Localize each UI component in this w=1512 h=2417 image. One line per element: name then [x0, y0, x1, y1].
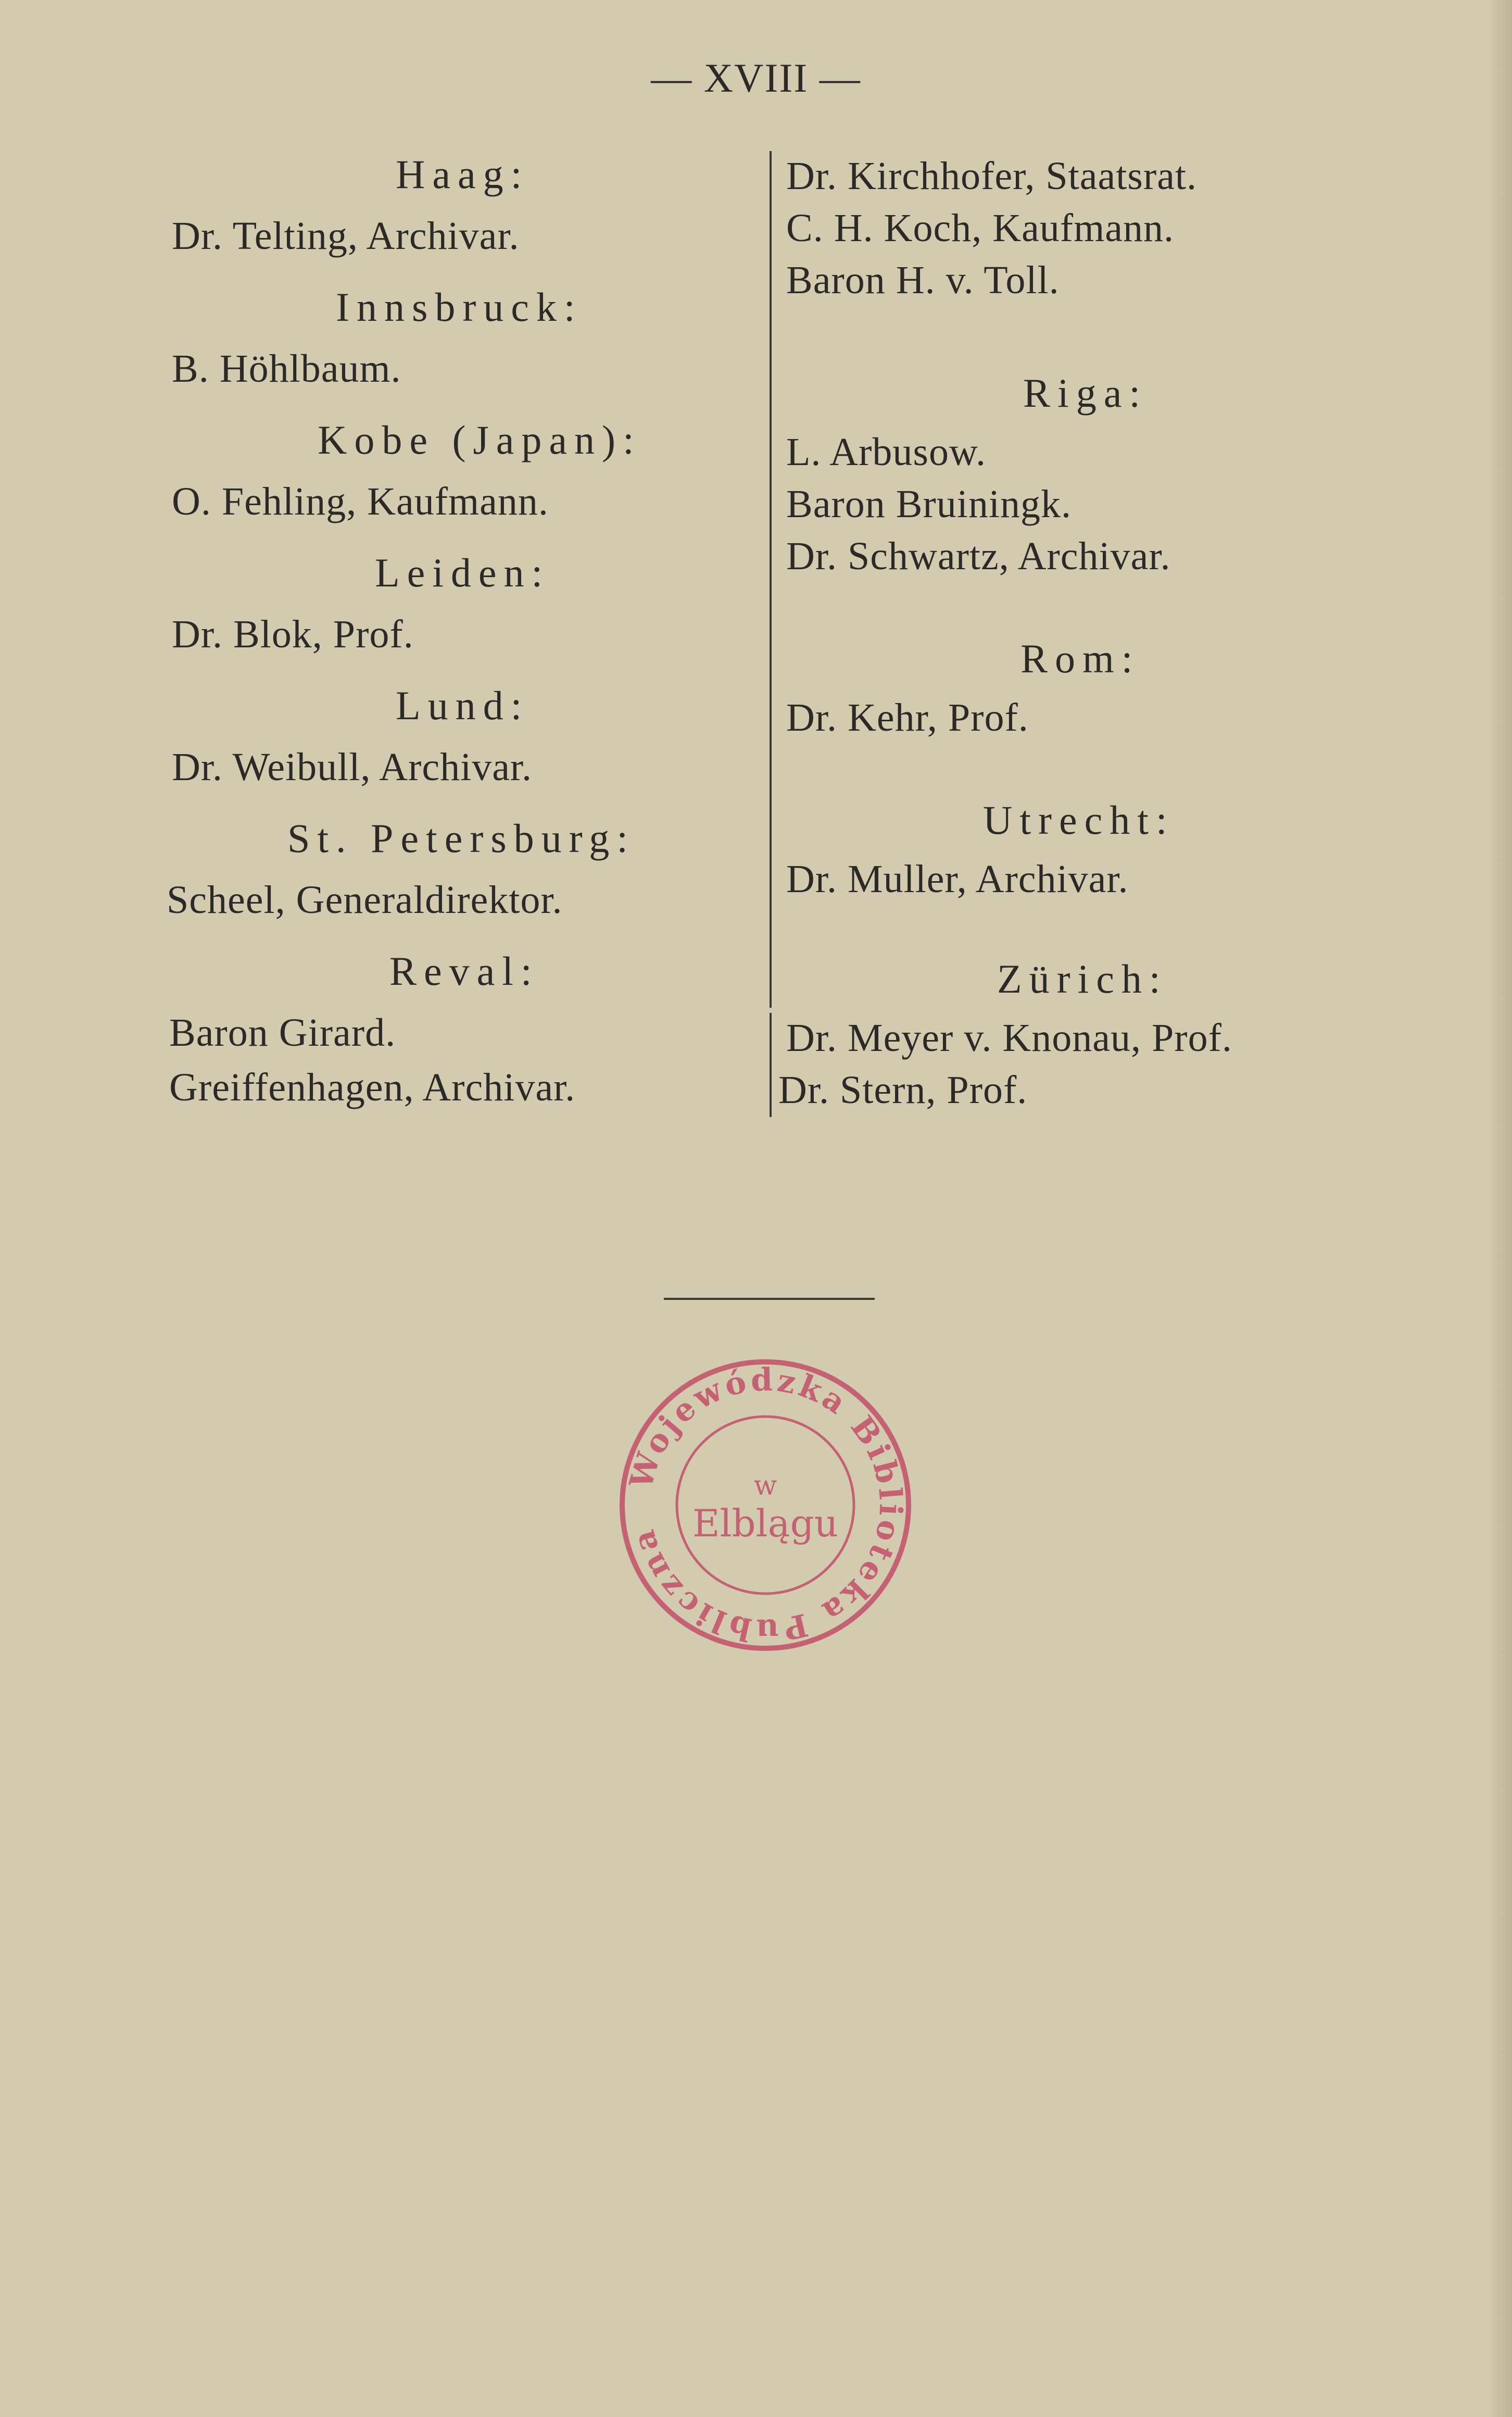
entry-scheel: Scheel, Generaldirektor. — [167, 878, 563, 922]
entry-kehr: Dr. Kehr, Prof. — [786, 696, 1029, 740]
entry-telting: Dr. Telting, Archivar. — [172, 214, 520, 258]
city-heading-kobe: Kobe (Japan): — [318, 417, 641, 462]
entry-bruiningk: Baron Bruiningk. — [786, 482, 1072, 526]
entry-greiffenhagen: Greiffenhagen, Archivar. — [169, 1066, 576, 1109]
entry-arbusow: L. Arbusow. — [786, 430, 986, 474]
page-edge — [1491, 0, 1512, 2417]
city-heading-zuerich: Zürich: — [997, 956, 1168, 1001]
city-heading-reval: Reval: — [389, 948, 539, 994]
column-divider-upper — [770, 151, 772, 1008]
city-heading-innsbruck: Innsbruck: — [336, 284, 583, 330]
city-heading-haag: Haag: — [396, 152, 530, 197]
entry-fehling: O. Fehling, Kaufmann. — [172, 480, 549, 523]
entry-girard: Baron Girard. — [169, 1011, 396, 1055]
page-number: — XVIII — — [651, 55, 861, 101]
entry-schwartz: Dr. Schwartz, Archivar. — [786, 534, 1171, 578]
entry-kirchhofer: Dr. Kirchhofer, Staatsrat. — [786, 154, 1198, 198]
entry-koch: C. H. Koch, Kaufmann. — [786, 206, 1174, 250]
city-heading-riga: Riga: — [1023, 370, 1148, 416]
city-heading-utrecht: Utrecht: — [983, 797, 1175, 843]
city-heading-rom: Rom: — [1020, 636, 1140, 681]
library-stamp — [614, 1354, 916, 1656]
city-heading-st-petersburg: St. Petersburg: — [287, 816, 635, 861]
city-heading-leiden: Leiden: — [375, 550, 550, 595]
column-divider-lower — [770, 1013, 772, 1117]
entry-meyer-v-knonau: Dr. Meyer v. Knonau, Prof. — [786, 1016, 1232, 1060]
stamp-graphic — [614, 1354, 916, 1656]
entry-muller: Dr. Muller, Archivar. — [786, 857, 1129, 901]
entry-stern: Dr. Stern, Prof. — [778, 1068, 1028, 1112]
entry-blok: Dr. Blok, Prof. — [172, 612, 414, 656]
end-rule — [664, 1298, 875, 1300]
entry-hoehlbaum: B. Höhlbaum. — [172, 347, 401, 391]
stamp-center-text: Elblągu — [692, 1501, 839, 1545]
stamp-center-small: w — [753, 1470, 777, 1501]
stamp-ring-text: Wojewódzka Biblioteka Publiczna — [623, 1361, 909, 1649]
entry-toll: Baron H. v. Toll. — [786, 258, 1060, 302]
entry-weibull: Dr. Weibull, Archivar. — [172, 745, 533, 789]
city-heading-lund: Lund: — [396, 683, 530, 728]
